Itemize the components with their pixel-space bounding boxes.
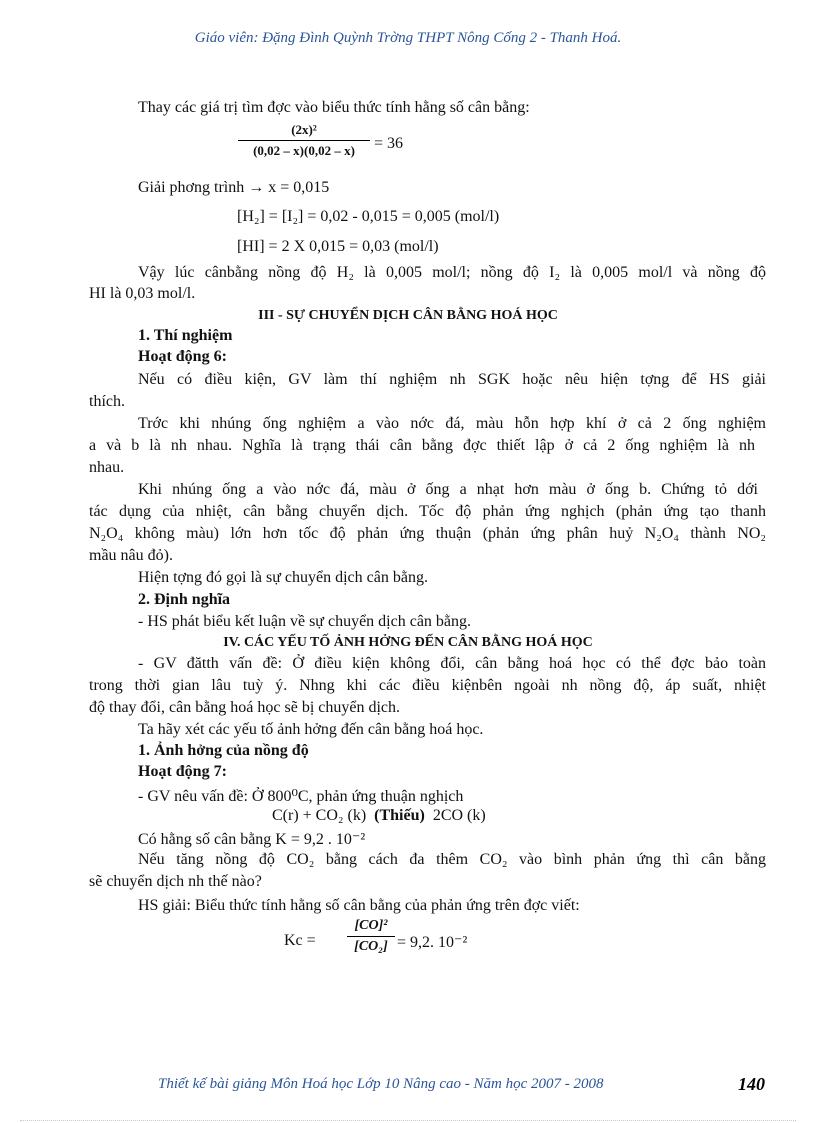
text-line: a và b là nh nhau. Nghĩa là trạng thái cân bằng đợc thiết lập ở cả 2 ống nghiệm là nh — [89, 437, 755, 454]
text-line: Khi nhúng ống a vào nớc đá, màu ở ống a nhạt hơn màu ở ống b. Chứng tỏ dới — [138, 481, 758, 498]
footer-divider — [20, 1120, 796, 1121]
page-number: 140 — [738, 1074, 765, 1094]
equation-rhs: = 36 — [374, 135, 404, 152]
subheading: 1. Ảnh hởng của nồng độ — [138, 742, 309, 759]
equation-fraction — [238, 122, 370, 159]
subheading: 2. Định nghĩa — [138, 591, 231, 608]
text-line: Vậy lúc cânbằng nồng độ H₂ là 0,005 mol/l; nồng độ I₂ là 0,005 mol/l và nồng độ — [138, 264, 766, 281]
activity-heading: Hoạt động 7: — [138, 763, 227, 780]
text-line: Nếu có điều kiện, GV làm thí nghiệm nh SGK hoặc nêu hiện tợng để HS giải — [138, 371, 766, 388]
section-heading: IV. CÁC YẾU TỐ ẢNH HỞNG ĐẾN CÂN BẰNG HOÁ HỌC — [223, 635, 593, 650]
equation-line: [HI] = 2 X 0,015 = 0,03 (mol/l) — [237, 238, 439, 255]
text-line: - GV nêu vấn đề: Ở 800⁰C, phản ứng thuận nghịch — [138, 788, 464, 805]
reaction-right: 2CO (k) — [432, 807, 486, 824]
text-line: thích. — [89, 393, 125, 410]
text-line: Hiện tợng đó gọi là sự chuyển dịch cân bằng. — [138, 569, 428, 586]
text-line: tác dụng của nhiệt, cân bằng chuyển dịch. Tốc độ phản ứng nghịch (phản ứng tạo thanh — [89, 503, 766, 520]
kc-numerator: [CO]² — [347, 918, 395, 937]
text-line: - HS phát biểu kết luận về sự chuyển dịch cân bằng. — [138, 613, 472, 630]
text-line: mầu nâu đỏ). — [89, 547, 173, 564]
text-line: N₂O₄ không màu) lớn hơn tốc độ phản ứng thuận (phản ứng phân huỷ N₂O₄ thành NO₂ — [89, 525, 766, 542]
subheading: 1. Thí nghiệm — [138, 327, 233, 344]
section-heading: III - SỰ CHUYỂN DỊCH CÂN BẰNG HOÁ HỌC — [258, 308, 558, 323]
page-header: Giáo viên: Đặng Đình Quỳnh Trờng THPT Nông Cống 2 - Thanh Hoá. — [194, 30, 622, 46]
equation-line: [H₂] = [I₂] = 0,02 - 0,015 = 0,005 (mol/l) — [237, 208, 500, 225]
kc-denominator: [CO₂] — [354, 939, 388, 954]
equation-numerator: (2x)² — [238, 122, 370, 141]
missing-arrow-label: (Thiếu) — [374, 807, 425, 824]
reaction-line — [272, 807, 486, 825]
text-line: trong thời gian lâu tuỳ ý. Nhng khi các điều kiệnbên ngoài nh nồng độ, áp suất, nhiệt — [89, 677, 766, 694]
kc-label: Kc = — [284, 932, 316, 949]
text-line: Có hằng số cân bằng K = 9,2 . 10⁻² — [138, 831, 366, 848]
text-line: Trớc khi nhúng ống nghiệm a vào nớc đá, màu hỗn hợp khí ở cả 2 ống nghiệm — [138, 415, 766, 432]
text-line: Thay các giá trị tìm đợc vào biểu thức tính hằng số cân bằng: — [138, 99, 530, 116]
text-line: HI là 0,03 mol/l. — [89, 285, 196, 302]
text-line: - GV đătth vấn đề: Ở điều kiện không đổi, cân bằng hoá học có thể đợc bảo toàn — [138, 655, 766, 672]
kc-fraction — [347, 918, 395, 955]
text-line: Nếu tăng nồng độ CO₂ bằng cách đa thêm CO₂ vào bình phản ứng thì cân bằng — [138, 851, 766, 868]
text-line: sẽ chuyển dịch nh thế nào? — [89, 873, 262, 890]
text-line: nhau. — [89, 459, 125, 476]
text-line: HS giải: Biểu thức tính hằng số cân bằng của phản ứng trên đợc viết: — [138, 897, 580, 914]
text-line: độ thay đổi, cân bằng hoá học sẽ bị chuyển dịch. — [89, 699, 401, 716]
kc-rhs: = 9,2. 10⁻² — [397, 934, 468, 951]
activity-heading: Hoạt động 6: — [138, 348, 227, 365]
reaction-left: C(r) + CO₂ (k) — [272, 807, 367, 824]
equation-denominator: (0,02 – x)(0,02 – x) — [253, 143, 355, 158]
text-line: Ta hãy xét các yếu tố ảnh hởng đến cân bằng hoá học. — [138, 721, 484, 738]
text-line: Giải phơng trình → x = 0,015 — [138, 179, 330, 196]
page-footer: Thiết kế bài giảng Môn Hoá học Lớp 10 Nâng cao - Năm học 2007 - 2008 — [158, 1076, 604, 1092]
